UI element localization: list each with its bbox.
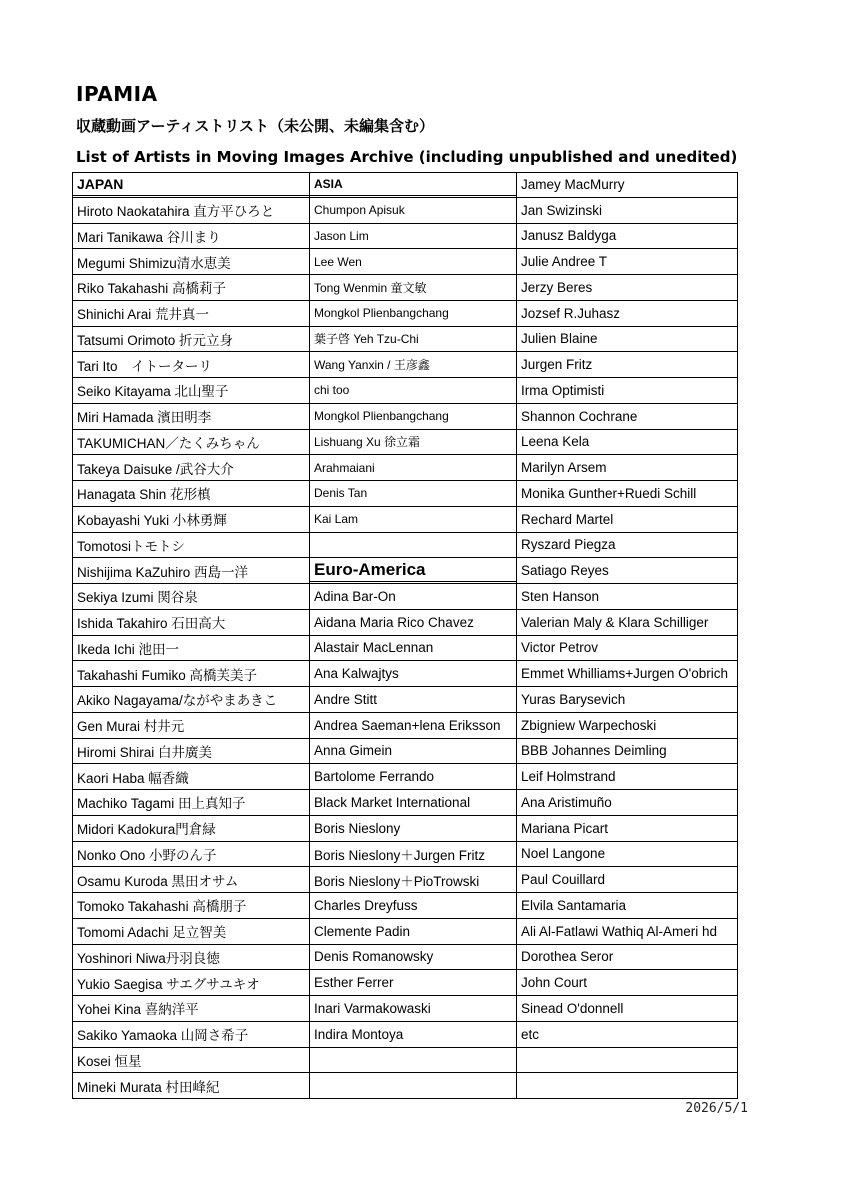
euro-america-artist-cell: Adina Bar-On (310, 584, 516, 610)
asia-header: ASIA (310, 172, 516, 198)
asia-artist-cell: Lee Wen (310, 249, 516, 275)
japan-artist-cell: Sekiya Izumi 関谷泉 (73, 584, 309, 610)
japan-artist-cell: Machiko Tagami 田上真知子 (73, 790, 309, 816)
asia-artist-cell: chi too (310, 378, 516, 404)
asia-artist-cell: Arahmaiani (310, 455, 516, 481)
japan-artist-cell: Mari Tanikawa 谷川まり (73, 224, 309, 250)
japan-artist-cell: Shinichi Arai 荒井真一 (73, 301, 309, 327)
euro-america-artist-cell (517, 1048, 737, 1074)
japan-header: JAPAN (73, 172, 309, 198)
japan-artist-cell: Tomomi Adachi 足立智美 (73, 919, 309, 945)
euro-america-artist-cell: Ana Kalwajtys (310, 661, 516, 687)
euro-america-artist-cell: Bartolome Ferrando (310, 764, 516, 790)
asia-artist-cell: Lishuang Xu 徐立霜 (310, 430, 516, 456)
asia-artist-cell: Mongkol Plienbangchang (310, 404, 516, 430)
japan-artist-cell: Yoshinori Niwa丹羽良徳 (73, 945, 309, 971)
euro-america-artist-cell: Julien Blaine (517, 327, 737, 353)
euro-america-column-right (516, 172, 738, 1099)
asia-artist-cell: Tong Wenmin 童文敏 (310, 275, 516, 301)
euro-america-artist-cell: Ana Aristimuño (517, 790, 737, 816)
euro-america-artist-cell: Emmet Whilliams+Jurgen O'obrich (517, 661, 737, 687)
euro-america-artist-cell: Leif Holmstrand (517, 764, 737, 790)
euro-america-artist-cell: Valerian Maly & Klara Schilliger (517, 610, 737, 636)
japan-artist-cell: Ikeda Ichi 池田一 (73, 636, 309, 662)
euro-america-artist-cell: Jerzy Beres (517, 275, 737, 301)
japan-artist-cell: TAKUMICHAN／たくみちゃん (73, 430, 309, 456)
japan-artist-cell: Hanagata Shin 花形槙 (73, 481, 309, 507)
euro-america-artist-cell: Zbigniew Warpechoski (517, 713, 737, 739)
euro-america-artist-cell: Monika Gunther+Ruedi Schill (517, 481, 737, 507)
euro-america-artist-cell: Julie Andree T (517, 249, 737, 275)
document-date: 2026/5/1 (685, 1101, 748, 1116)
euro-america-artist-cell (310, 1073, 516, 1099)
euro-america-artist-cell: Satiago Reyes (517, 558, 737, 584)
euro-america-artist-cell: Sten Hanson (517, 584, 737, 610)
japan-artist-cell: Akiko Nagayama/ながやまあきこ (73, 687, 309, 713)
japan-artist-cell: Nishijima KaZuhiro 西島一洋 (73, 558, 309, 584)
japan-column (72, 172, 310, 1099)
asia-artist-cell: Denis Tan (310, 481, 516, 507)
euro-america-artist-cell: Sinead O'donnell (517, 996, 737, 1022)
euro-america-artist-cell: Inari Varmakowaski (310, 996, 516, 1022)
asia-artist-cell: Kai Lam (310, 507, 516, 533)
japan-artist-cell: Takeya Daisuke /武谷大介 (73, 455, 309, 481)
japan-artist-cell: Tomotosiトモトシ (73, 533, 309, 559)
subtitle-english: List of Artists in Moving Images Archive (including unpublished and unedited) (76, 148, 738, 166)
euro-america-artist-cell: Leena Kela (517, 430, 737, 456)
japan-artist-cell: Nonko Ono 小野のん子 (73, 842, 309, 868)
euro-america-artist-cell: Paul Couillard (517, 867, 737, 893)
japan-artist-cell: Tari Ito イトーターリ (73, 352, 309, 378)
euro-america-artist-cell: Noel Langone (517, 842, 737, 868)
asia-column (309, 172, 517, 1099)
euro-america-artist-cell: Alastair MacLennan (310, 636, 516, 662)
euro-america-artist-cell: Andrea Saeman+lena Eriksson (310, 713, 516, 739)
euro-america-artist-cell: Jurgen Fritz (517, 352, 737, 378)
euro-america-artist-cell: Ali Al-Fatlawi Wathiq Al-Ameri hd (517, 919, 737, 945)
japan-artist-cell: Yukio Saegisa サエグサユキオ (73, 970, 309, 996)
euro-america-artist-cell: Shannon Cochrane (517, 404, 737, 430)
asia-artist-cell: Mongkol Plienbangchang (310, 301, 516, 327)
euro-america-artist-cell: etc (517, 1022, 737, 1048)
euro-america-artist-cell: Mariana Picart (517, 816, 737, 842)
japan-artist-cell: Seiko Kitayama 北山聖子 (73, 378, 309, 404)
japan-artist-cell: Osamu Kuroda 黒田オサム (73, 867, 309, 893)
euro-america-artist-cell: Esther Ferrer (310, 970, 516, 996)
subtitle-japanese: 収蔵動画アーティストリスト（未公開、未編集含む） (76, 117, 435, 135)
euro-america-artist-cell: Rechard Martel (517, 507, 737, 533)
euro-america-artist-cell: Boris Nieslony＋PioTrowski (310, 867, 516, 893)
euro-america-artist-cell: Irma Optimisti (517, 378, 737, 404)
japan-artist-cell: Kosei 恒星 (73, 1048, 309, 1074)
euro-america-artist-cell: Jozsef R.Juhasz (517, 301, 737, 327)
japan-artist-cell: Mineki Murata 村田峰紀 (73, 1073, 309, 1099)
asia-artist-cell: Jason Lim (310, 224, 516, 250)
japan-artist-cell: Kaori Haba 幅香織 (73, 764, 309, 790)
euro-america-artist-cell: Jamey MacMurry (517, 172, 737, 198)
euro-america-artist-cell: Boris Nieslony＋Jurgen Fritz (310, 842, 516, 868)
euro-america-artist-cell: Victor Petrov (517, 636, 737, 662)
japan-artist-cell: Sakiko Yamaoka 山岡さ希子 (73, 1022, 309, 1048)
euro-america-artist-cell: Aidana Maria Rico Chavez (310, 610, 516, 636)
japan-artist-cell: Takahashi Fumiko 高橋芙美子 (73, 661, 309, 687)
euro-america-artist-cell: Charles Dreyfuss (310, 893, 516, 919)
euro-america-artist-cell: Denis Romanowsky (310, 945, 516, 971)
euro-america-artist-cell: Yuras Barysevich (517, 687, 737, 713)
asia-artist-cell: Chumpon Apisuk (310, 198, 516, 224)
euro-america-artist-cell: Indira Montoya (310, 1022, 516, 1048)
euro-america-header: Euro-America (310, 558, 516, 584)
japan-artist-cell: Megumi Shimizu清水恵美 (73, 249, 309, 275)
euro-america-artist-cell: Clemente Padin (310, 919, 516, 945)
japan-artist-cell: Midori Kadokura門倉緑 (73, 816, 309, 842)
euro-america-artist-cell: Black Market International (310, 790, 516, 816)
euro-america-artist-cell: Anna Gimein (310, 739, 516, 765)
euro-america-artist-cell: Marilyn Arsem (517, 455, 737, 481)
euro-america-artist-cell: Janusz Baldyga (517, 224, 737, 250)
euro-america-artist-cell: Dorothea Seror (517, 945, 737, 971)
euro-america-artist-cell: Ryszard Piegza (517, 533, 737, 559)
japan-artist-cell: Tatsumi Orimoto 折元立身 (73, 327, 309, 353)
euro-america-artist-cell: John Court (517, 970, 737, 996)
document-title: IPAMIA (76, 82, 158, 106)
asia-artist-cell: 葉子啓 Yeh Tzu-Chi (310, 327, 516, 353)
euro-america-artist-cell (310, 1048, 516, 1074)
japan-artist-cell: Kobayashi Yuki 小林勇輝 (73, 507, 309, 533)
japan-artist-cell: Hiromi Shirai 白井廣美 (73, 739, 309, 765)
japan-artist-cell: Tomoko Takahashi 高橋朋子 (73, 893, 309, 919)
asia-artist-cell (310, 533, 516, 559)
japan-artist-cell: Gen Murai 村井元 (73, 713, 309, 739)
euro-america-artist-cell (517, 1073, 737, 1099)
euro-america-artist-cell: Boris Nieslony (310, 816, 516, 842)
japan-artist-cell: Miri Hamada 濱田明李 (73, 404, 309, 430)
euro-america-artist-cell: Andre Stitt (310, 687, 516, 713)
euro-america-artist-cell: Elvila Santamaria (517, 893, 737, 919)
euro-america-artist-cell: BBB Johannes Deimling (517, 739, 737, 765)
euro-america-artist-cell: Jan Swizinski (517, 198, 737, 224)
japan-artist-cell: Yohei Kina 喜納洋平 (73, 996, 309, 1022)
japan-artist-cell: Ishida Takahiro 石田高大 (73, 610, 309, 636)
asia-artist-cell: Wang Yanxin / 王彦鑫 (310, 352, 516, 378)
japan-artist-cell: Hiroto Naokatahira 直方平ひろと (73, 198, 309, 224)
japan-artist-cell: Riko Takahashi 高橋莉子 (73, 275, 309, 301)
